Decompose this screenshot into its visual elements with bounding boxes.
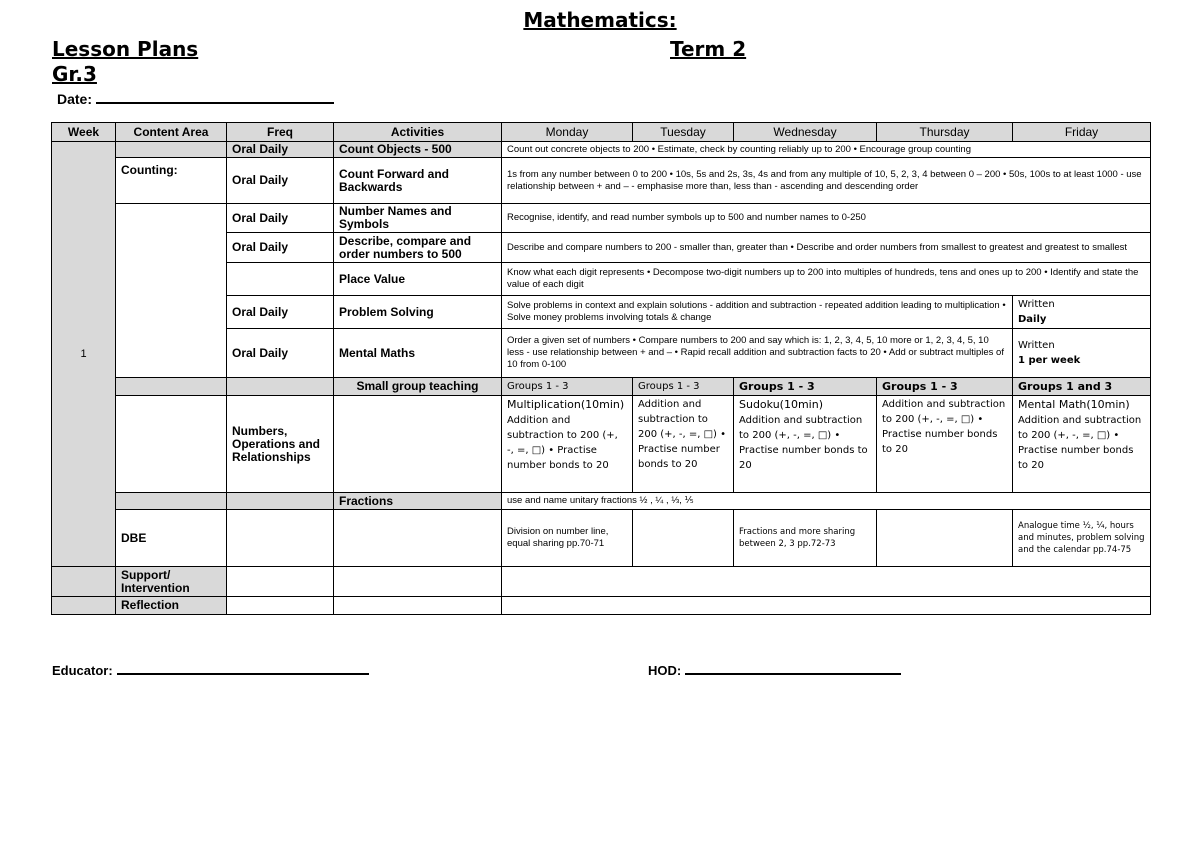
friday-title: Mental Math(10min) [1018, 398, 1130, 411]
monday-text: Addition and subtraction to 200 (+, -, =, □) • Practise number bonds to 20 [507, 415, 618, 471]
table-row [52, 510, 1151, 567]
activity-description: 1s from any number between 0 to 200 • 10s, 5s and 2s, 3s, 4s and from any multiple of 10, 5, 2, 3, 4 between 0 – 200 • 50s, 100s to at least 1000 - use relationship between + and – - emphasise more than, less than - ascending and descending order [502, 158, 1151, 204]
activity-cell: Problem Solving [334, 296, 502, 329]
content-area-support: Support/ Intervention [116, 567, 227, 597]
col-header-tuesday: Tuesday [633, 123, 734, 142]
dbe-friday: Analogue time ½, ¼, hours and minutes, problem solving and the calendar pp.74-75 [1013, 510, 1151, 567]
friday-note-line1: Written [1018, 340, 1055, 351]
activity-description: Recognise, identify, and read number symbols up to 500 and number names to 0-250 [502, 204, 1151, 233]
dbe-thursday [877, 510, 1013, 567]
activity-description: Count out concrete objects to 200 • Estimate, check by counting reliably up to 200 • Encourage group counting [502, 142, 1151, 158]
freq-cell: Oral Daily [227, 204, 334, 233]
friday-text: Addition and subtraction to 200 (+, -, =, □) • Practise number bonds to 20 [1018, 415, 1142, 471]
activity-cell [334, 567, 502, 597]
reflection-notes [502, 597, 1151, 615]
friday-note-line1: Written [1018, 299, 1055, 310]
col-header-friday: Friday [1013, 123, 1151, 142]
activity-cell: Place Value [334, 263, 502, 296]
table-row [52, 567, 1151, 597]
activity-cell [334, 396, 502, 493]
term-heading: Term 2 [670, 37, 747, 61]
content-area-numbers-operations: Numbers, Operations and Relationships [227, 396, 334, 493]
monday-title: Multiplication(10min) [507, 398, 625, 411]
col-header-monday: Monday [502, 123, 633, 142]
content-area-blank [116, 204, 227, 378]
content-area-dbe: DBE [116, 510, 227, 567]
freq-cell: Oral Daily [227, 296, 334, 329]
support-notes [502, 567, 1151, 597]
group-wednesday: Groups 1 - 3 [734, 378, 877, 396]
group-tuesday: Groups 1 - 3 [633, 378, 734, 396]
activity-description: Know what each digit represents • Decompose two-digit numbers up to 200 into multiples of hundreds, tens and ones up to 200 • Identify and state the value of each digit [502, 263, 1151, 296]
educator-label: Educator: [52, 663, 113, 678]
week-blank [52, 597, 116, 615]
table-row [52, 597, 1151, 615]
group-monday: Groups 1 - 3 [502, 378, 633, 396]
freq-cell: Oral Daily [227, 142, 334, 158]
date-field [57, 91, 334, 107]
thursday-cell: Addition and subtraction to 200 (+, -, =, □) • Practise number bonds to 20 [877, 396, 1013, 493]
activity-cell: Count Objects - 500 [334, 142, 502, 158]
group-thursday: Groups 1 - 3 [877, 378, 1013, 396]
activity-description: Solve problems in context and explain solutions - addition and subtraction - repeated addition leading to multiplication • Solve money problems involving totals & change [502, 296, 1013, 329]
group-friday: Groups 1 and 3 [1013, 378, 1151, 396]
table-row [52, 378, 1151, 396]
activity-description: use and name unitary fractions ½ , ¼ , ⅓, ⅕ [502, 493, 1151, 510]
freq-cell: Oral Daily [227, 329, 334, 378]
table-header-row [52, 123, 1151, 142]
content-area-blank [116, 493, 227, 510]
hod-signature [648, 663, 901, 678]
educator-blank-line [117, 673, 369, 675]
week-number: 1 [52, 142, 116, 567]
table-row [52, 493, 1151, 510]
table-row [52, 396, 1151, 493]
content-area-reflection: Reflection [116, 597, 227, 615]
grade-heading: Gr.3 [52, 62, 97, 86]
activity-description: Describe and compare numbers to 200 - smaller than, greater than • Describe and order numbers from smallest to greatest and greatest to smallest [502, 233, 1151, 263]
content-area-blank [116, 142, 227, 158]
freq-cell [227, 567, 334, 597]
educator-signature [52, 663, 369, 678]
hod-label: HOD: [648, 663, 682, 678]
friday-note [1013, 329, 1151, 378]
freq-cell: Oral Daily [227, 158, 334, 204]
dbe-monday: Division on number line, equal sharing pp.70-71 [502, 510, 633, 567]
friday-note-line2: Daily [1018, 314, 1047, 325]
activity-cell: Fractions [334, 493, 502, 510]
week-blank [52, 567, 116, 597]
activity-description: Order a given set of numbers • Compare numbers to 200 and say which is: 1, 2, 3, 4, 5, 10 more or 1, 2, 3, 4, 5, 10 less - use relationship between + and – • Rapid recall addition and subtraction facts to 20 • Add or subtract multiples of 10 from 0-100 [502, 329, 1013, 378]
activity-cell: Small group teaching [334, 378, 502, 396]
freq-cell [227, 263, 334, 296]
table-row [52, 204, 1151, 233]
activity-cell [334, 597, 502, 615]
freq-cell [227, 510, 334, 567]
hod-blank-line [685, 673, 901, 675]
freq-cell [227, 493, 334, 510]
dbe-wednesday: Fractions and more sharing between 2, 3 pp.72-73 [734, 510, 877, 567]
friday-note [1013, 296, 1151, 329]
wednesday-cell [734, 396, 877, 493]
freq-cell [227, 378, 334, 396]
wednesday-title: Sudoku(10min) [739, 398, 823, 411]
lesson-plan-table [51, 122, 1151, 615]
activity-cell [334, 510, 502, 567]
col-header-thursday: Thursday [877, 123, 1013, 142]
col-header-week: Week [52, 123, 116, 142]
table-row [52, 158, 1151, 204]
activity-cell: Count Forward and Backwards [334, 158, 502, 204]
col-header-wednesday: Wednesday [734, 123, 877, 142]
freq-cell: Oral Daily [227, 233, 334, 263]
date-label: Date: [57, 91, 93, 107]
dbe-tuesday [633, 510, 734, 567]
date-blank-line [96, 102, 334, 104]
activity-cell: Mental Maths [334, 329, 502, 378]
table-row [52, 142, 1151, 158]
document-title: Mathematics: [523, 8, 677, 32]
friday-cell [1013, 396, 1151, 493]
friday-note-line2: 1 per week [1018, 355, 1081, 366]
content-area-blank [116, 378, 227, 396]
content-area-counting: Counting: [116, 158, 227, 204]
freq-cell [227, 597, 334, 615]
activity-cell: Number Names and Symbols [334, 204, 502, 233]
col-header-freq: Freq [227, 123, 334, 142]
activity-cell: Describe, compare and order numbers to 500 [334, 233, 502, 263]
wednesday-text: Addition and subtraction to 200 (+, -, =, □) • Practise number bonds to 20 [739, 415, 868, 471]
content-area-blank [116, 396, 227, 493]
col-header-activities: Activities [334, 123, 502, 142]
lesson-plans-heading: Lesson Plans [52, 37, 199, 61]
tuesday-cell: Addition and subtraction to 200 (+, -, =, □) • Practise number bonds to 20 [633, 396, 734, 493]
monday-cell [502, 396, 633, 493]
col-header-content-area: Content Area [116, 123, 227, 142]
